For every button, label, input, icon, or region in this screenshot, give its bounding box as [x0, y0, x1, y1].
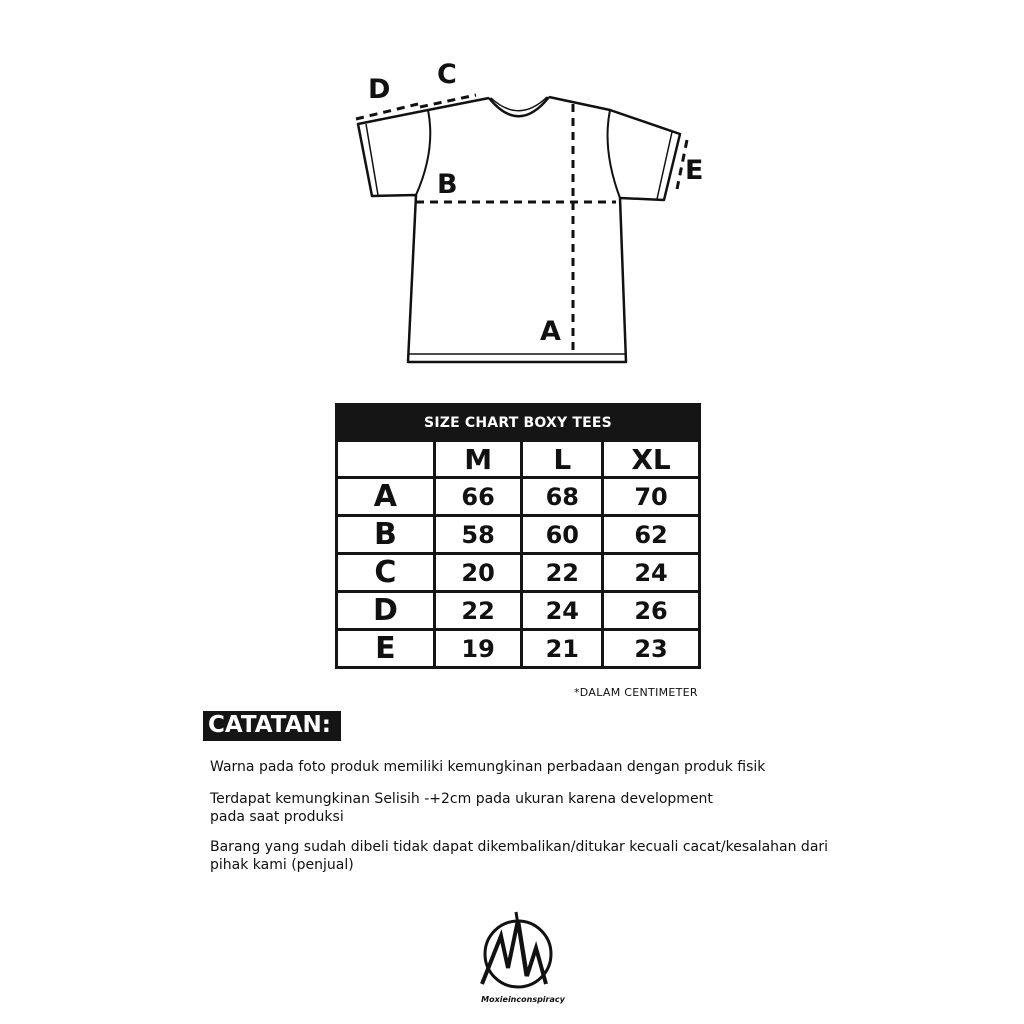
empty-corner-cell: [337, 441, 435, 478]
measurement-value: 70: [603, 478, 700, 516]
notes-heading: CATATAN:: [203, 711, 341, 741]
diagram-label-a: A: [540, 316, 561, 347]
note-item: Barang yang sudah dibeli tidak dapat dikembalikan/ditukar kecuali cacat/kesalahan dari pihak kami (penjual): [210, 839, 829, 873]
size-chart-table: [335, 403, 701, 669]
tshirt-measurement-diagram: [340, 55, 700, 375]
measurement-value: 24: [603, 554, 700, 592]
table-row: [337, 554, 700, 592]
measurement-value: 60: [522, 516, 603, 554]
table-row: [337, 516, 700, 554]
measurement-value: 24: [522, 592, 603, 630]
measurement-value: 20: [434, 554, 522, 592]
tshirt-outline: [358, 97, 680, 362]
notes-list: [210, 758, 850, 886]
tshirt-neckline: [489, 97, 549, 116]
measurement-value: 22: [434, 592, 522, 630]
unit-note: *DALAM CENTIMETER: [574, 686, 698, 699]
moxie-logo-icon: [474, 910, 574, 992]
size-header: L: [522, 441, 603, 478]
size-chart-title: SIZE CHART BOXY TEES: [337, 405, 700, 441]
measurement-value: 23: [603, 630, 700, 668]
measure-line-d: [356, 104, 418, 119]
size-header: XL: [603, 441, 700, 478]
row-label: E: [337, 630, 435, 668]
measurement-value: 58: [434, 516, 522, 554]
diagram-label-d: D: [368, 74, 391, 105]
diagram-label-c: C: [437, 59, 457, 90]
row-label: B: [337, 516, 435, 554]
measurement-value: 22: [522, 554, 603, 592]
brand-name: Moxieinconspiracy: [481, 995, 565, 1004]
table-row: [337, 592, 700, 630]
row-label: C: [337, 554, 435, 592]
row-label: A: [337, 478, 435, 516]
size-header: M: [434, 441, 522, 478]
measurement-value: 62: [603, 516, 700, 554]
measurement-value: 19: [434, 630, 522, 668]
size-header-row: [337, 441, 700, 478]
measurement-value: 66: [434, 478, 522, 516]
diagram-label-e: E: [685, 155, 704, 186]
note-item: Terdapat kemungkinan Selisih -+2cm pada ukuran karena development pada saat produksi: [210, 791, 713, 825]
note-item: Warna pada foto produk memiliki kemungkinan perbadaan dengan produk fisik: [210, 759, 766, 775]
row-label: D: [337, 592, 435, 630]
diagram-label-b: B: [437, 169, 458, 200]
measurement-value: 21: [522, 630, 603, 668]
table-row: [337, 478, 700, 516]
measurement-value: 26: [603, 592, 700, 630]
measurement-value: 68: [522, 478, 603, 516]
table-row: [337, 630, 700, 668]
